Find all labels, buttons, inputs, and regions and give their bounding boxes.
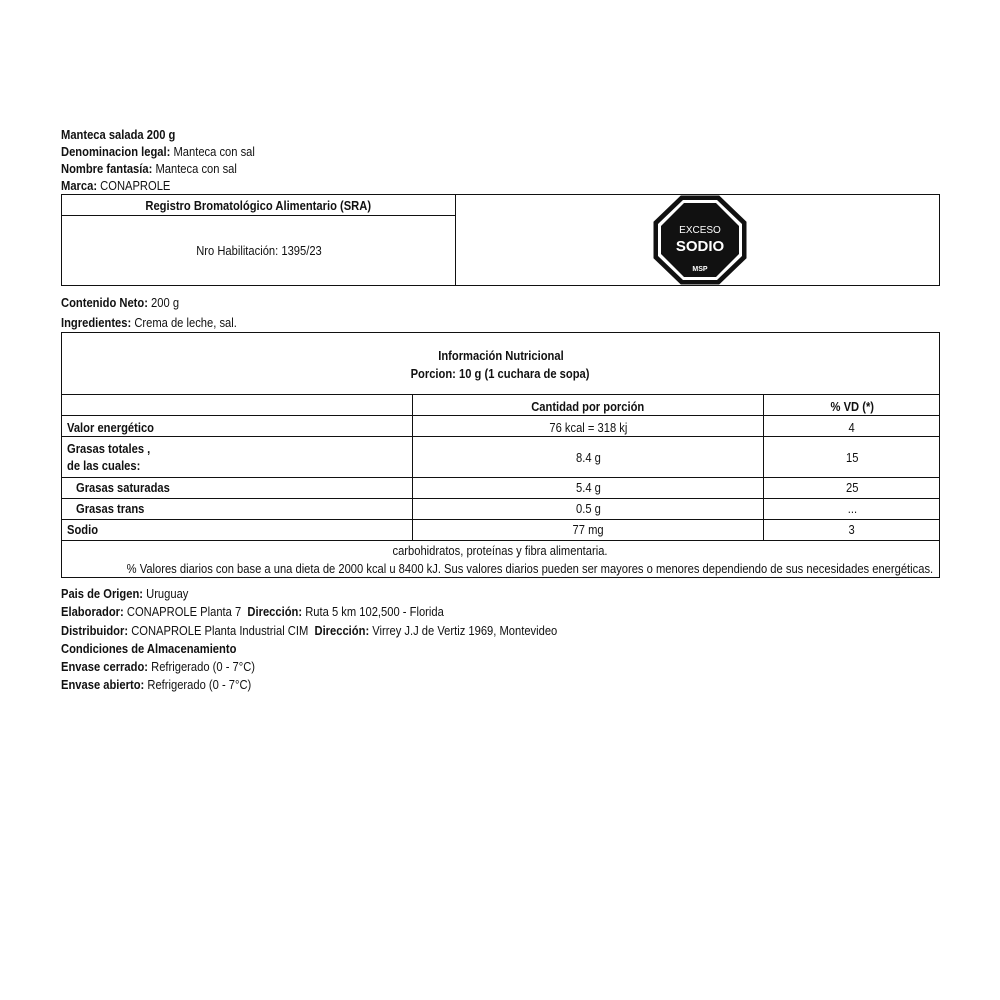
maker-value: CONAPROLE Planta 7	[126, 604, 242, 619]
nutrient-name: Sodio	[67, 522, 99, 537]
seal-line2: SODIO	[675, 238, 725, 255]
open-storage-row	[61, 676, 282, 693]
origin-value: Uruguay	[146, 586, 189, 601]
footnote-1: carbohidratos, proteínas y fibra alimentaria.	[392, 543, 608, 558]
table-line	[61, 540, 940, 541]
dist-addr-value: Virrey J.J de Vertiz 1969, Montevideo	[372, 623, 558, 638]
table-line	[61, 415, 940, 416]
table-row	[76, 501, 156, 516]
nutrient-amount: 8.4 g	[575, 450, 601, 465]
product-title	[61, 126, 194, 143]
legal-label: Denominacion legal:	[61, 144, 171, 159]
net-content-row	[61, 294, 198, 311]
open-value: Refrigerado (0 - 7°C)	[147, 677, 252, 692]
table-line	[61, 498, 940, 499]
maker-addr-label: Dirección:	[247, 604, 303, 619]
nutrient-name: Grasas saturadas	[76, 480, 170, 495]
origin-label: Pais de Origen:	[61, 586, 144, 601]
fantasy-name-row	[61, 160, 266, 177]
distributor-row	[61, 622, 638, 639]
legal-value: Manteca con sal	[173, 144, 255, 159]
nutrient-name: Grasas trans	[76, 501, 145, 516]
nutrient-vd: 25	[845, 480, 859, 495]
registry-title: Registro Bromatológico Alimentario (SRA)	[145, 198, 372, 213]
nutrition-portion: Porcion: 10 g (1 cuchara de sopa)	[411, 366, 590, 381]
dist-label: Distribuidor:	[61, 623, 129, 638]
ingredients-label: Ingredientes:	[61, 315, 132, 330]
legal-name-row	[61, 143, 286, 160]
sodium-warning-seal	[653, 195, 747, 285]
table-row	[67, 441, 164, 456]
nutrient-vd: 3	[848, 522, 856, 537]
registry-number: Nro Habilitación: 1395/23	[195, 243, 322, 258]
closed-value: Refrigerado (0 - 7°C)	[151, 659, 256, 674]
fantasy-value: Manteca con sal	[155, 161, 237, 176]
origin-row	[61, 585, 209, 602]
table-row	[76, 480, 185, 495]
nutrition-title: Información Nutricional	[437, 348, 564, 363]
storage-title: Condiciones de Almacenamiento	[61, 641, 237, 656]
maker-row	[61, 603, 506, 620]
table-col-line	[412, 394, 413, 541]
net-value: 200 g	[151, 295, 180, 310]
table-line	[61, 519, 940, 520]
col-vd-header: % VD (*)	[830, 399, 874, 414]
registry-header-line	[61, 215, 456, 216]
col-amount-header: Cantidad por porción	[531, 399, 645, 414]
table-col-line	[763, 394, 764, 541]
nutrient-name: Grasas totales ,	[67, 441, 151, 456]
nutrient-amount: 0.5 g	[575, 501, 601, 516]
seal-line1: EXCESO	[679, 225, 721, 236]
net-label: Contenido Neto:	[61, 295, 148, 310]
closed-storage-row	[61, 658, 287, 675]
brand-row	[61, 177, 188, 194]
seal-line3: MSP	[692, 266, 708, 273]
nutrient-amount: 76 kcal = 318 kj	[548, 420, 627, 435]
product-name: Manteca salada 200 g	[61, 127, 176, 142]
table-line	[61, 477, 940, 478]
maker-label: Elaborador:	[61, 604, 124, 619]
nutrient-vd: 15	[845, 450, 859, 465]
ingredients-value: Crema de leche, sal.	[134, 315, 237, 330]
table-line	[61, 436, 940, 437]
table-row-sub	[67, 458, 152, 473]
ingredients-row	[61, 314, 265, 331]
dist-addr-label: Dirección:	[314, 623, 370, 638]
maker-addr-value: Ruta 5 km 102,500 - Florida	[305, 604, 444, 619]
footnote-2: % Valores diarios con base a una dieta de 2000 kcal u 8400 kJ. Sus valores diarios pueden ser mayores o menores dependiendo de sus necesidades energéticas.	[126, 561, 934, 576]
table-line	[61, 394, 940, 395]
nutrient-amount: 77 mg	[572, 522, 604, 537]
table-row	[67, 522, 103, 537]
table-row	[67, 420, 168, 435]
brand-value: CONAPROLE	[100, 178, 171, 193]
nutrient-vd: 4	[848, 420, 856, 435]
dist-value: CONAPROLE Planta Industrial CIM	[131, 623, 309, 638]
nutrient-vd: ...	[847, 501, 857, 516]
brand-label: Marca:	[61, 178, 98, 193]
fantasy-label: Nombre fantasía:	[61, 161, 153, 176]
closed-label: Envase cerrado:	[61, 659, 149, 674]
nutrient-amount: 5.4 g	[575, 480, 601, 495]
nutrient-name-2: de las cuales:	[67, 458, 141, 473]
nutrient-name: Valor energético	[67, 420, 154, 435]
open-label: Envase abierto:	[61, 677, 145, 692]
